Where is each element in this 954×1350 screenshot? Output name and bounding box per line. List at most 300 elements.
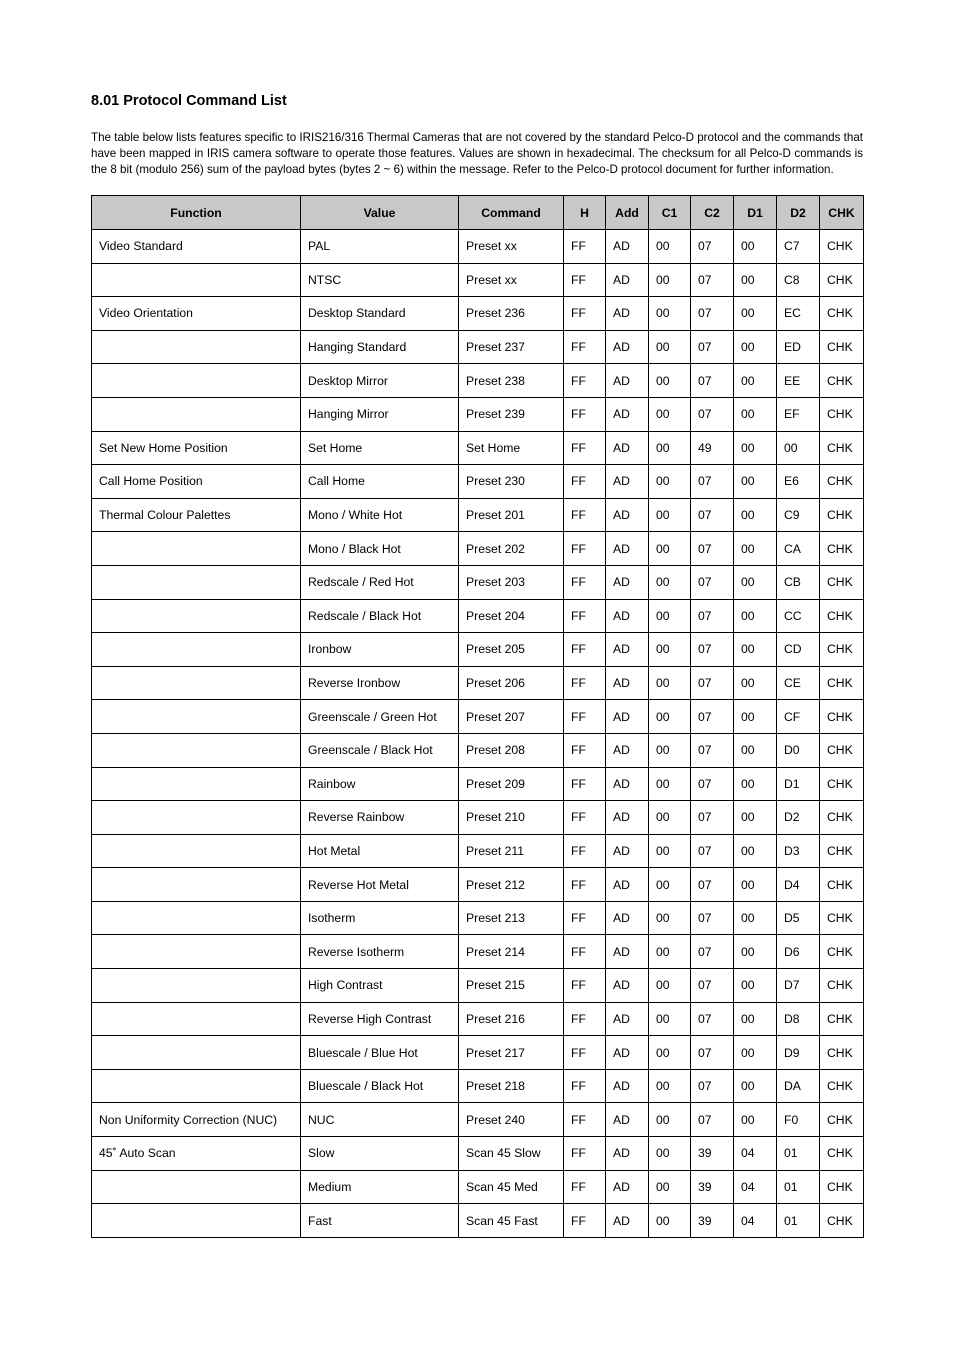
table-cell-c1: 00 (649, 666, 691, 700)
table-cell-d1: 00 (734, 599, 777, 633)
table-cell-chk: CHK (820, 565, 864, 599)
table-cell-c1: 00 (649, 633, 691, 667)
table-cell-function (92, 364, 301, 398)
table-cell-c1: 00 (649, 1103, 691, 1137)
table-cell-function (92, 1069, 301, 1103)
table-cell-d2: CD (777, 633, 820, 667)
column-header-c2: C2 (691, 196, 734, 230)
column-header-h: H (564, 196, 606, 230)
table-cell-d1: 00 (734, 397, 777, 431)
table-cell-function (92, 767, 301, 801)
table-row (92, 834, 864, 868)
table-cell-value: Desktop Standard (301, 297, 459, 331)
table-cell-function (92, 633, 301, 667)
table-cell-d2: D3 (777, 834, 820, 868)
table-cell-d1: 00 (734, 565, 777, 599)
table-cell-chk: CHK (820, 599, 864, 633)
table-cell-value: Set Home (301, 431, 459, 465)
table-cell-value: High Contrast (301, 969, 459, 1003)
table-cell-c1: 00 (649, 700, 691, 734)
table-cell-add: AD (606, 465, 649, 499)
table-cell-add: AD (606, 364, 649, 398)
table-cell-function (92, 901, 301, 935)
table-row (92, 465, 864, 499)
table-cell-d2: D7 (777, 969, 820, 1003)
table-cell-c2: 07 (691, 498, 734, 532)
table-cell-d2: C8 (777, 263, 820, 297)
table-cell-d1: 00 (734, 700, 777, 734)
table-cell-h: FF (564, 801, 606, 835)
table-cell-value: Bluescale / Black Hot (301, 1069, 459, 1103)
table-cell-chk: CHK (820, 330, 864, 364)
table-cell-command: Preset 206 (459, 666, 564, 700)
table-cell-c1: 00 (649, 901, 691, 935)
table-cell-value: NTSC (301, 263, 459, 297)
table-cell-add: AD (606, 1137, 649, 1171)
table-cell-command: Set Home (459, 431, 564, 465)
table-cell-d1: 00 (734, 431, 777, 465)
table-cell-command: Preset 211 (459, 834, 564, 868)
table-cell-function (92, 599, 301, 633)
table-cell-c2: 07 (691, 868, 734, 902)
table-cell-h: FF (564, 633, 606, 667)
column-header-command: Command (459, 196, 564, 230)
table-row (92, 1170, 864, 1204)
table-cell-h: FF (564, 565, 606, 599)
table-cell-value: Reverse Rainbow (301, 801, 459, 835)
table-cell-c1: 00 (649, 1036, 691, 1070)
table-cell-chk: CHK (820, 397, 864, 431)
table-cell-chk: CHK (820, 431, 864, 465)
table-cell-chk: CHK (820, 834, 864, 868)
column-header-chk: CHK (820, 196, 864, 230)
table-cell-command: Preset 216 (459, 1002, 564, 1036)
table-cell-add: AD (606, 397, 649, 431)
table-cell-h: FF (564, 431, 606, 465)
table-cell-value: Hanging Mirror (301, 397, 459, 431)
table-cell-c1: 00 (649, 364, 691, 398)
table-cell-command: Preset 213 (459, 901, 564, 935)
table-row (92, 364, 864, 398)
table-cell-c2: 07 (691, 1002, 734, 1036)
table-cell-c1: 00 (649, 230, 691, 264)
table-cell-h: FF (564, 1137, 606, 1171)
table-cell-d1: 00 (734, 834, 777, 868)
column-header-add: Add (606, 196, 649, 230)
table-cell-chk: CHK (820, 935, 864, 969)
column-header-c1: C1 (649, 196, 691, 230)
table-cell-d1: 00 (734, 230, 777, 264)
table-cell-chk: CHK (820, 1069, 864, 1103)
table-cell-c1: 00 (649, 767, 691, 801)
table-row (92, 733, 864, 767)
table-cell-d2: EF (777, 397, 820, 431)
table-cell-d1: 00 (734, 935, 777, 969)
table-row (92, 498, 864, 532)
table-row (92, 801, 864, 835)
table-cell-value: Redscale / Black Hot (301, 599, 459, 633)
table-cell-function (92, 834, 301, 868)
table-cell-d2: D9 (777, 1036, 820, 1070)
table-cell-h: FF (564, 330, 606, 364)
table-cell-c2: 07 (691, 230, 734, 264)
table-cell-h: FF (564, 263, 606, 297)
table-cell-function: Thermal Colour Palettes (92, 498, 301, 532)
table-row (92, 969, 864, 1003)
table-cell-function (92, 935, 301, 969)
table-cell-c2: 07 (691, 801, 734, 835)
table-cell-value: Bluescale / Blue Hot (301, 1036, 459, 1070)
table-cell-function: Call Home Position (92, 465, 301, 499)
table-cell-d2: ED (777, 330, 820, 364)
table-cell-c1: 00 (649, 733, 691, 767)
table-cell-add: AD (606, 1036, 649, 1070)
table-cell-h: FF (564, 230, 606, 264)
table-cell-c1: 00 (649, 498, 691, 532)
table-cell-chk: CHK (820, 1170, 864, 1204)
table-cell-command: Preset 204 (459, 599, 564, 633)
table-cell-value: Fast (301, 1204, 459, 1238)
table-cell-c2: 07 (691, 700, 734, 734)
table-cell-command: Preset 205 (459, 633, 564, 667)
table-cell-command: Preset 236 (459, 297, 564, 331)
table-cell-add: AD (606, 330, 649, 364)
table-cell-d1: 00 (734, 297, 777, 331)
table-cell-add: AD (606, 767, 649, 801)
table-row (92, 666, 864, 700)
table-cell-function: Set New Home Position (92, 431, 301, 465)
table-cell-d1: 00 (734, 733, 777, 767)
table-cell-command: Preset 212 (459, 868, 564, 902)
table-row (92, 330, 864, 364)
table-cell-c1: 00 (649, 565, 691, 599)
table-cell-value: Hot Metal (301, 834, 459, 868)
table-cell-c1: 00 (649, 263, 691, 297)
table-cell-chk: CHK (820, 1137, 864, 1171)
table-row (92, 1036, 864, 1070)
table-cell-add: AD (606, 700, 649, 734)
table-cell-d2: D6 (777, 935, 820, 969)
table-cell-c2: 07 (691, 633, 734, 667)
table-header-row (92, 196, 864, 230)
table-cell-add: AD (606, 1002, 649, 1036)
table-cell-c1: 00 (649, 465, 691, 499)
table-cell-h: FF (564, 969, 606, 1003)
table-cell-c1: 00 (649, 834, 691, 868)
table-cell-add: AD (606, 599, 649, 633)
table-cell-d2: D8 (777, 1002, 820, 1036)
table-cell-function: 45˚ Auto Scan (92, 1137, 301, 1171)
section-title: 8.01 Protocol Command List (91, 93, 287, 109)
table-cell-h: FF (564, 935, 606, 969)
table-cell-add: AD (606, 969, 649, 1003)
table-cell-chk: CHK (820, 1002, 864, 1036)
table-cell-c1: 00 (649, 297, 691, 331)
table-cell-chk: CHK (820, 297, 864, 331)
table-cell-command: Preset 215 (459, 969, 564, 1003)
table-cell-value: Greenscale / Black Hot (301, 733, 459, 767)
table-row (92, 297, 864, 331)
table-cell-c1: 00 (649, 969, 691, 1003)
table-cell-add: AD (606, 666, 649, 700)
table-cell-h: FF (564, 599, 606, 633)
table-cell-c2: 07 (691, 599, 734, 633)
table-cell-function (92, 733, 301, 767)
table-cell-c2: 07 (691, 733, 734, 767)
table-cell-d2: 00 (777, 431, 820, 465)
table-cell-d2: D1 (777, 767, 820, 801)
table-cell-c2: 07 (691, 834, 734, 868)
table-cell-add: AD (606, 532, 649, 566)
table-cell-d1: 00 (734, 633, 777, 667)
table-cell-add: AD (606, 1069, 649, 1103)
table-cell-d1: 00 (734, 1103, 777, 1137)
table-cell-d2: CF (777, 700, 820, 734)
table-cell-c2: 07 (691, 901, 734, 935)
table-cell-c1: 00 (649, 431, 691, 465)
table-cell-c2: 07 (691, 297, 734, 331)
table-cell-command: Preset 201 (459, 498, 564, 532)
table-cell-value: PAL (301, 230, 459, 264)
table-cell-h: FF (564, 1204, 606, 1238)
table-row (92, 700, 864, 734)
table-cell-function (92, 330, 301, 364)
table-cell-c2: 07 (691, 532, 734, 566)
table-cell-command: Preset 203 (459, 565, 564, 599)
table-cell-command: Preset 230 (459, 465, 564, 499)
table-cell-c2: 49 (691, 431, 734, 465)
table-cell-add: AD (606, 633, 649, 667)
table-cell-value: Desktop Mirror (301, 364, 459, 398)
table-cell-c1: 00 (649, 330, 691, 364)
table-cell-h: FF (564, 498, 606, 532)
table-row (92, 1204, 864, 1238)
table-cell-value: Redscale / Red Hot (301, 565, 459, 599)
table-cell-chk: CHK (820, 1103, 864, 1137)
table-cell-command: Preset 209 (459, 767, 564, 801)
table-cell-function (92, 1204, 301, 1238)
table-cell-c1: 00 (649, 935, 691, 969)
table-cell-value: Rainbow (301, 767, 459, 801)
table-cell-c2: 07 (691, 1103, 734, 1137)
table-cell-command: Preset 210 (459, 801, 564, 835)
table-cell-h: FF (564, 700, 606, 734)
table-row (92, 935, 864, 969)
table-cell-h: FF (564, 1170, 606, 1204)
table-cell-command: Scan 45 Med (459, 1170, 564, 1204)
table-cell-c1: 00 (649, 801, 691, 835)
table-cell-command: Preset 218 (459, 1069, 564, 1103)
table-cell-c1: 00 (649, 1069, 691, 1103)
table-cell-command: Scan 45 Slow (459, 1137, 564, 1171)
table-cell-c2: 07 (691, 767, 734, 801)
intro-paragraph: The table below lists features specific to IRIS216/316 Thermal Cameras that are not covered by the standard Pelco-D protocol and the commands that have been mapped in IRIS camera software to operate those features. Values are shown in hexadecimal. The checksum for all Pelco-D commands is the 8 bit (modulo 256) sum of the payload bytes (bytes 2 ~ 6) within the message. Refer to the Pelco-D protocol document for further information. (91, 131, 863, 176)
table-cell-add: AD (606, 1170, 649, 1204)
table-cell-d2: D2 (777, 801, 820, 835)
table-cell-chk: CHK (820, 364, 864, 398)
table-cell-command: Preset 214 (459, 935, 564, 969)
table-cell-d1: 04 (734, 1204, 777, 1238)
table-cell-command: Preset 217 (459, 1036, 564, 1070)
table-cell-d2: C7 (777, 230, 820, 264)
table-cell-d2: F0 (777, 1103, 820, 1137)
table-cell-c1: 00 (649, 1170, 691, 1204)
column-header-value: Value (301, 196, 459, 230)
table-cell-d2: EC (777, 297, 820, 331)
table-cell-c2: 07 (691, 397, 734, 431)
table-cell-function: Video Orientation (92, 297, 301, 331)
table-cell-chk: CHK (820, 700, 864, 734)
table-cell-d2: 01 (777, 1137, 820, 1171)
table-cell-chk: CHK (820, 1204, 864, 1238)
table-cell-c2: 07 (691, 330, 734, 364)
table-row (92, 1137, 864, 1171)
table-cell-add: AD (606, 901, 649, 935)
table-cell-value: Greenscale / Green Hot (301, 700, 459, 734)
table-cell-function: Non Uniformity Correction (NUC) (92, 1103, 301, 1137)
table-cell-add: AD (606, 431, 649, 465)
table-cell-c1: 00 (649, 599, 691, 633)
table-cell-d2: CA (777, 532, 820, 566)
table-cell-c2: 07 (691, 465, 734, 499)
table-cell-function (92, 666, 301, 700)
table-cell-d1: 00 (734, 1036, 777, 1070)
table-cell-function (92, 1170, 301, 1204)
table-cell-command: Preset 237 (459, 330, 564, 364)
table-cell-h: FF (564, 465, 606, 499)
table-cell-add: AD (606, 297, 649, 331)
table-cell-function (92, 532, 301, 566)
table-cell-h: FF (564, 297, 606, 331)
table-cell-c1: 00 (649, 532, 691, 566)
table-cell-chk: CHK (820, 1036, 864, 1070)
table-body (92, 230, 864, 1238)
table-cell-function (92, 969, 301, 1003)
table-row (92, 1069, 864, 1103)
table-cell-add: AD (606, 801, 649, 835)
table-cell-chk: CHK (820, 767, 864, 801)
table-cell-h: FF (564, 364, 606, 398)
table-cell-c2: 39 (691, 1137, 734, 1171)
table-cell-function (92, 801, 301, 835)
table-cell-c1: 00 (649, 1204, 691, 1238)
table-cell-d2: C9 (777, 498, 820, 532)
table-row (92, 767, 864, 801)
table-cell-c1: 00 (649, 1002, 691, 1036)
table-cell-d2: 01 (777, 1170, 820, 1204)
table-row (92, 1103, 864, 1137)
table-cell-d1: 00 (734, 801, 777, 835)
protocol-command-table (91, 195, 864, 1238)
table-cell-d2: CC (777, 599, 820, 633)
table-row (92, 868, 864, 902)
table-cell-value: Isotherm (301, 901, 459, 935)
table-row (92, 230, 864, 264)
table-cell-function (92, 1036, 301, 1070)
table-row (92, 1002, 864, 1036)
table-cell-value: Call Home (301, 465, 459, 499)
table-cell-add: AD (606, 565, 649, 599)
table-cell-value: Mono / Black Hot (301, 532, 459, 566)
table-row (92, 901, 864, 935)
table-cell-value: Hanging Standard (301, 330, 459, 364)
table-cell-c1: 00 (649, 1137, 691, 1171)
table-cell-c2: 07 (691, 263, 734, 297)
table-cell-d1: 00 (734, 532, 777, 566)
table-cell-function (92, 868, 301, 902)
table-cell-add: AD (606, 834, 649, 868)
table-cell-d1: 00 (734, 1002, 777, 1036)
table-cell-d2: E6 (777, 465, 820, 499)
table-cell-c1: 00 (649, 397, 691, 431)
table-cell-d2: DA (777, 1069, 820, 1103)
table-cell-d2: D4 (777, 868, 820, 902)
table-row (92, 599, 864, 633)
table-cell-h: FF (564, 397, 606, 431)
table-cell-value: Ironbow (301, 633, 459, 667)
table-cell-h: FF (564, 532, 606, 566)
table-cell-c2: 07 (691, 1036, 734, 1070)
table-cell-d2: CE (777, 666, 820, 700)
table-cell-command: Scan 45 Fast (459, 1204, 564, 1238)
table-cell-add: AD (606, 935, 649, 969)
table-cell-d2: D0 (777, 733, 820, 767)
table-cell-c1: 00 (649, 868, 691, 902)
table-cell-value: Reverse Isotherm (301, 935, 459, 969)
table-cell-value: Slow (301, 1137, 459, 1171)
table-cell-command: Preset 239 (459, 397, 564, 431)
table-cell-d1: 00 (734, 1069, 777, 1103)
column-header-d2: D2 (777, 196, 820, 230)
table-cell-h: FF (564, 733, 606, 767)
table-cell-h: FF (564, 868, 606, 902)
table-cell-command: Preset 207 (459, 700, 564, 734)
table-cell-d2: CB (777, 565, 820, 599)
table-row (92, 431, 864, 465)
table-cell-command: Preset 208 (459, 733, 564, 767)
table-cell-h: FF (564, 767, 606, 801)
table-cell-d2: EE (777, 364, 820, 398)
table-cell-h: FF (564, 1103, 606, 1137)
table-cell-chk: CHK (820, 666, 864, 700)
table-cell-chk: CHK (820, 868, 864, 902)
table-cell-h: FF (564, 901, 606, 935)
table-cell-chk: CHK (820, 633, 864, 667)
table-cell-chk: CHK (820, 465, 864, 499)
table-cell-d1: 00 (734, 330, 777, 364)
table-cell-d1: 00 (734, 465, 777, 499)
table-cell-add: AD (606, 230, 649, 264)
table-cell-d2: D5 (777, 901, 820, 935)
table-cell-h: FF (564, 1036, 606, 1070)
table-row (92, 532, 864, 566)
table-cell-c2: 07 (691, 935, 734, 969)
table-row (92, 565, 864, 599)
table-cell-add: AD (606, 733, 649, 767)
table-cell-command: Preset 240 (459, 1103, 564, 1137)
table-cell-d1: 00 (734, 868, 777, 902)
table-cell-function: Video Standard (92, 230, 301, 264)
table-cell-d1: 04 (734, 1170, 777, 1204)
table-cell-function (92, 565, 301, 599)
table-cell-d2: 01 (777, 1204, 820, 1238)
table-cell-function (92, 397, 301, 431)
table-cell-h: FF (564, 666, 606, 700)
table-cell-value: Reverse Ironbow (301, 666, 459, 700)
table-cell-value: Reverse High Contrast (301, 1002, 459, 1036)
column-header-function: Function (92, 196, 301, 230)
table-cell-command: Preset xx (459, 230, 564, 264)
